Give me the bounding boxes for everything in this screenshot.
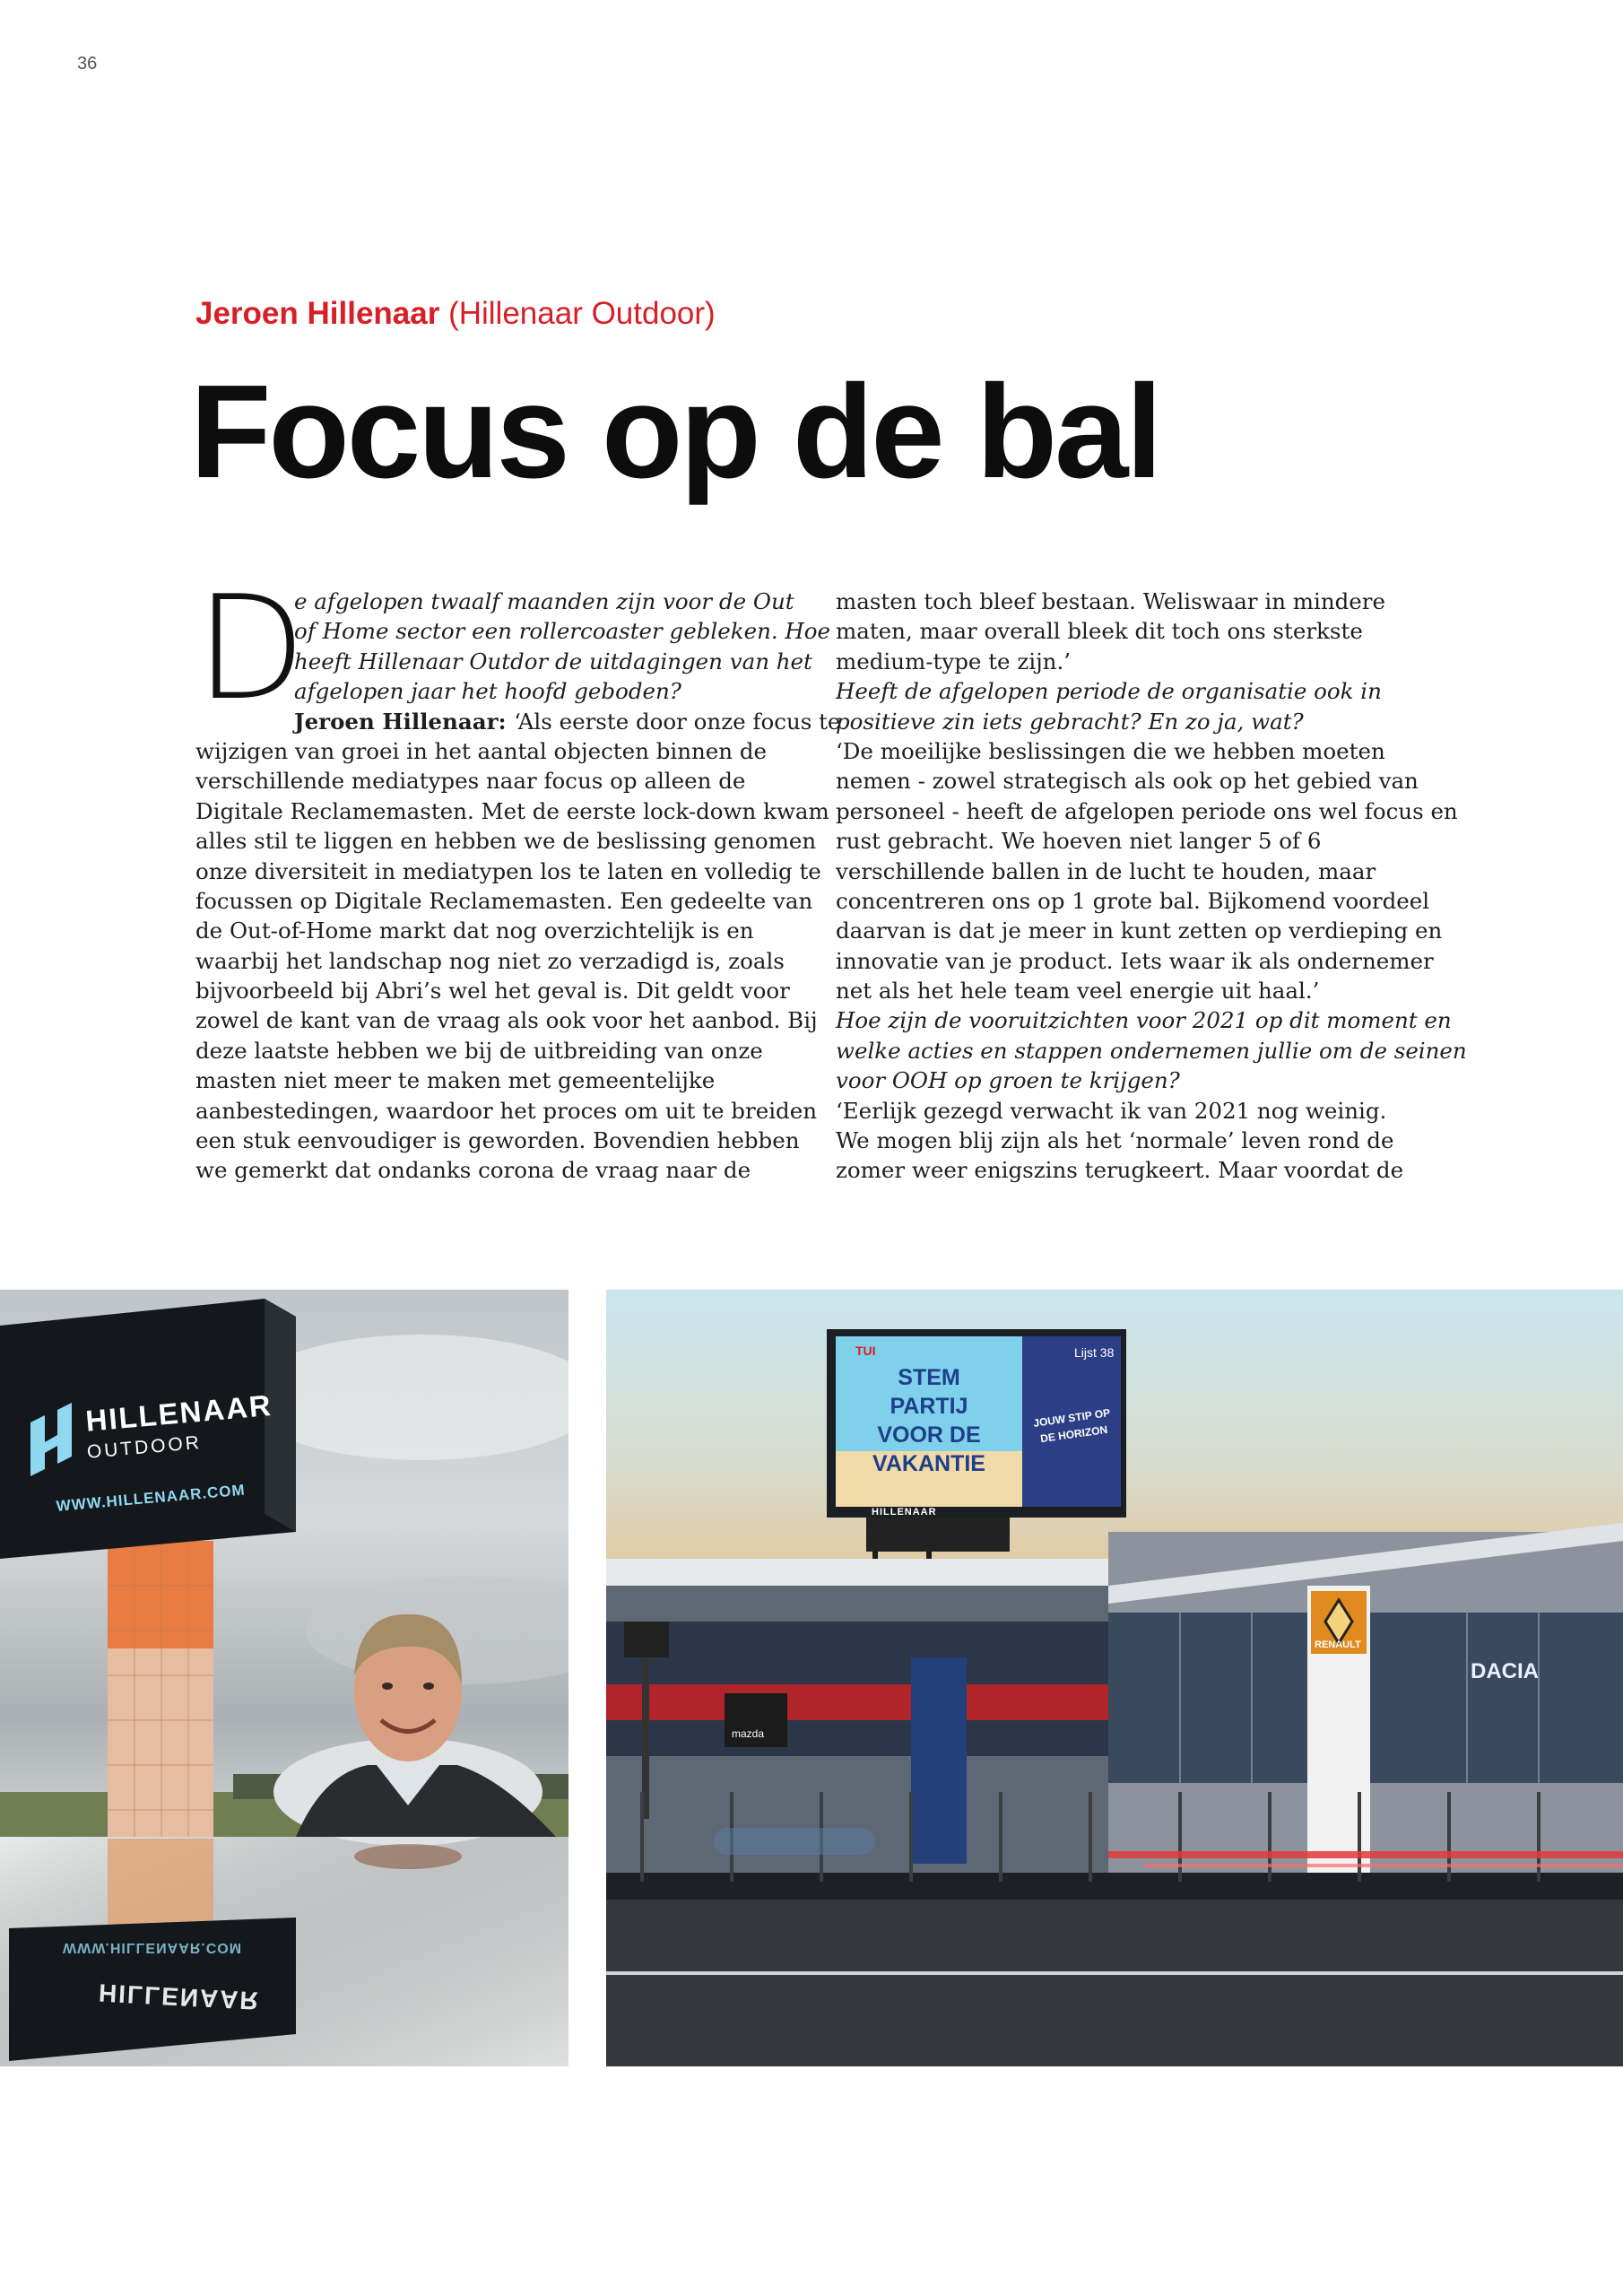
- sign-brand: HILLENAAR: [84, 1387, 274, 1438]
- article-line: net als het hele team veel energie uit haal.’: [836, 978, 1320, 1004]
- sign-url: WWW.HILLENAAR.COM: [56, 1481, 247, 1515]
- page-number: 36: [77, 54, 98, 74]
- photo-digital-billboard: [606, 1290, 1623, 2066]
- billboard-base-label: HILLENAAR: [872, 1507, 937, 1518]
- article-line: alles stil te liggen en hebben we de beslissing genomen: [195, 828, 817, 855]
- article-line: Digitale Reclamemasten. Met de eerste lock-down kwam: [195, 797, 829, 824]
- article-line: verschillende ballen in de lucht te houden, maar: [836, 857, 1376, 884]
- article-line: zowel de kant van de vraag als ook voor het aanbod. Bij: [195, 1007, 818, 1034]
- billboard-line-3: VOOR DE: [877, 1422, 981, 1448]
- article-column-left: [195, 564, 841, 1186]
- article-line: positieve zin iets gebracht? En zo ja, wat?: [836, 708, 1304, 735]
- sign-sub: OUTDOOR: [86, 1431, 203, 1463]
- photo-hillenaar-mast: [0, 1290, 568, 2066]
- article-line: daarvan is dat je meer in kunt zetten op verdieping en: [836, 918, 1443, 944]
- article-line: ‘De moeilijke beslissingen die we hebben moeten: [836, 737, 1385, 764]
- kicker-org: (Hillenaar Outdoor): [448, 296, 716, 331]
- speaker-name: Jeroen Hillenaar:: [294, 708, 515, 735]
- article-line: ‘Eerlijk gezegd verwacht ik van 2021 nog weinig.: [836, 1097, 1387, 1124]
- article-line: nemen - zowel strategisch als ook op het gebied van: [836, 768, 1419, 795]
- article-line: afgelopen jaar het hoofd geboden?: [294, 678, 681, 705]
- article-line: welke acties en stappen ondernemen jullie om de seinen: [836, 1037, 1467, 1064]
- billboard-brand: TUI: [855, 1344, 876, 1358]
- billboard-line-4: VAKANTIE: [872, 1451, 985, 1476]
- article-line: we gemerkt dat ondanks corona de vraag naar de: [195, 1157, 751, 1184]
- drop-cap: D: [195, 564, 307, 732]
- article-line: maten, maar overall bleek dit toch ons sterkste: [836, 618, 1363, 645]
- article-line: focussen op Digitale Reclamemasten. Een gedeelte van: [195, 887, 813, 914]
- article-line: concentreren ons op 1 grote bal. Bijkomend voordeel: [836, 887, 1430, 914]
- article-line: Hoe zijn de vooruitzichten voor 2021 op dit moment en: [836, 1007, 1452, 1034]
- article-line: We mogen blij zijn als het ‘normale’ leven rond de: [836, 1127, 1394, 1154]
- article-line: innovatie van je product. Iets waar ik als ondernemer: [836, 947, 1434, 974]
- billboard-line-2: PARTIJ: [890, 1394, 968, 1419]
- article-line: personeel - heeft de afgelopen periode ons wel focus en: [836, 797, 1458, 824]
- article-line: wijzigen van groei in het aantal objecten binnen de: [195, 737, 768, 764]
- article-line: Heeft de afgelopen periode de organisatie ook in: [836, 678, 1382, 705]
- sign-mazda: mazda: [732, 1727, 765, 1740]
- article-line: heeft Hillenaar Outdor de uitdagingen van het: [294, 648, 812, 674]
- article-line: verschillende mediatypes naar focus op alleen de: [195, 768, 746, 795]
- kicker-name: Jeroen Hillenaar: [195, 296, 440, 331]
- article-line: bijvoorbeeld bij Abri’s wel het geval is. Dit geldt voor: [195, 978, 790, 1004]
- article-line: voor OOH op groen te krijgen?: [836, 1067, 1180, 1094]
- sign-brand-reflection: HILLENAAR: [98, 1979, 261, 2015]
- headline: Focus op de bal: [190, 358, 1160, 506]
- billboard-slogan-1: JOUW STIP OP: [1032, 1406, 1112, 1430]
- sign-dacia: DACIA: [1471, 1659, 1539, 1683]
- article-line: e afgelopen twaalf maanden zijn voor de Out: [294, 588, 794, 614]
- article-line: waarbij het landschap nog niet zo verzadigd is, zoals: [195, 947, 785, 974]
- article-line: rust gebracht. We hoeven niet langer 5 of 6: [836, 828, 1322, 855]
- article-line: Jeroen Hillenaar: ‘Als eerste door onze focus te: [294, 708, 841, 735]
- billboard-slogan-2: DE HORIZON: [1039, 1422, 1108, 1446]
- article-line: masten niet meer te maken met gemeentelijke: [195, 1067, 716, 1094]
- article-line: onze diversiteit in mediatypen los te laten en volledig te: [195, 857, 821, 884]
- article-column-right: [836, 587, 1467, 1186]
- billboard-headline: [836, 1363, 1022, 1478]
- article-line: zomer weer enigszins terugkeert. Maar voordat de: [836, 1157, 1404, 1184]
- article-line: de Out-of-Home markt dat nog overzichtelijk is en: [195, 918, 754, 944]
- sign-url-reflection: WWW.HILLENAAR.COM: [63, 1940, 243, 1955]
- article-line: of Home sector een rollercoaster gebleken. Hoe: [294, 618, 831, 645]
- article-line: masten toch bleef bestaan. Weliswaar in mindere: [836, 588, 1386, 614]
- billboard-line-1: STEM: [898, 1365, 960, 1390]
- article-line: medium-type te zijn.’: [836, 648, 1072, 674]
- sign-renault: RENAULT: [1315, 1639, 1361, 1650]
- article-line: een stuk eenvoudiger is geworden. Bovendien hebben: [195, 1127, 800, 1154]
- kicker: [195, 296, 716, 332]
- billboard-list: Lijst 38: [1074, 1345, 1115, 1360]
- article-line: aanbestedingen, waardoor het proces om uit te breiden: [195, 1097, 817, 1124]
- article-line: deze laatste hebben we bij de uitbreiding van onze: [195, 1037, 763, 1064]
